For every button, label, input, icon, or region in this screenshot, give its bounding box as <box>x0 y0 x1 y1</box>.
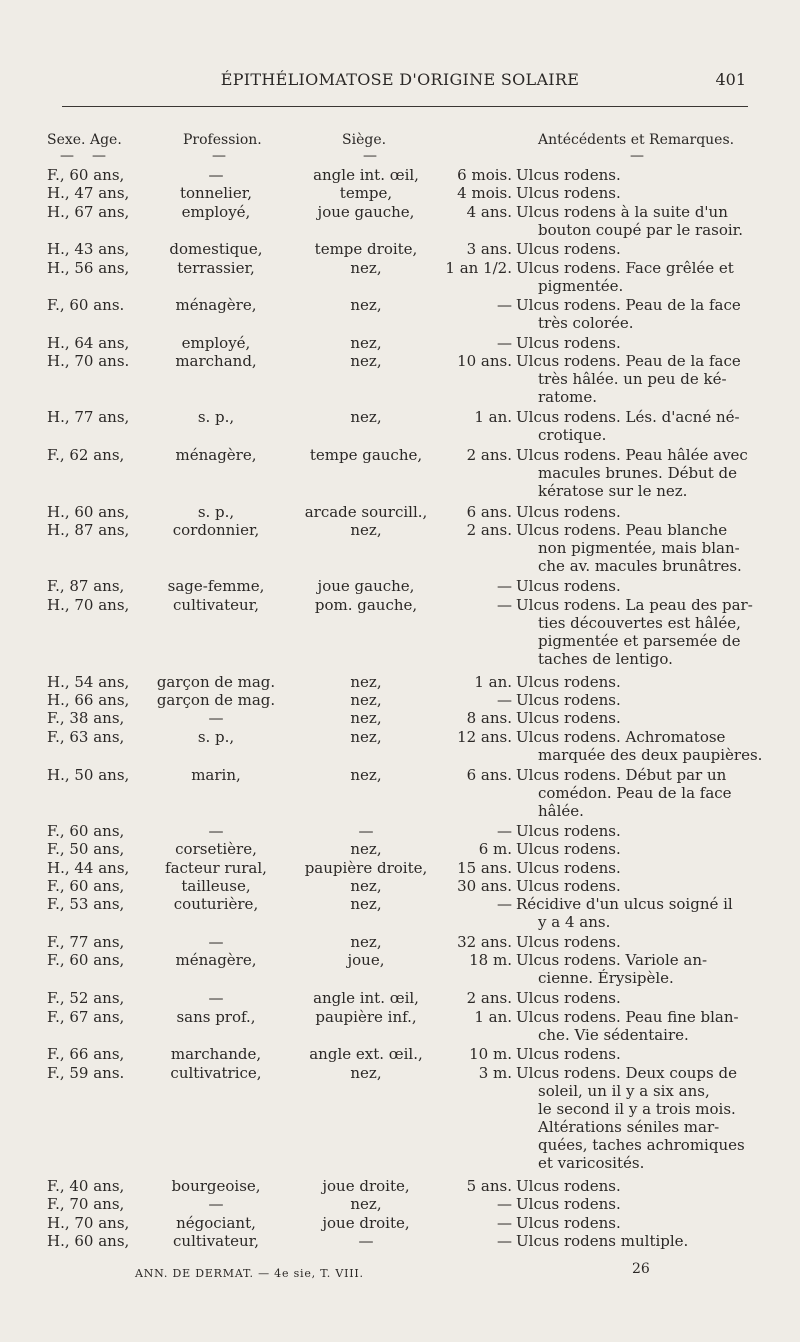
cell-remarks <box>516 1232 784 1250</box>
cell-profession: négociant, <box>176 1214 256 1232</box>
remark-line: Ulcus rodens. <box>516 240 621 258</box>
column-dash: — <box>630 148 644 164</box>
running-header <box>48 70 752 104</box>
cell-duration: — <box>497 296 512 314</box>
cell-profession: cordonnier, <box>172 521 260 539</box>
column-header-profession: Profession. <box>183 132 262 148</box>
cell-profession: sans prof., <box>176 1008 256 1026</box>
cell-sexe-age: F., 60 ans. <box>47 296 125 314</box>
remark-line: hâlée. <box>538 802 584 820</box>
cell-siege: tempe droite, <box>314 240 418 258</box>
cell-sexe-age: H., 64 ans, <box>47 334 130 352</box>
cell-remarks <box>516 184 784 202</box>
signature-mark: 26 <box>632 1261 650 1277</box>
cell-duration: 5 ans. <box>466 1177 512 1195</box>
remark-line: crotique. <box>538 426 607 444</box>
cell-profession: employé, <box>181 203 251 221</box>
remark-line: y a 4 ans. <box>538 913 611 931</box>
cell-sexe-age: H., 67 ans, <box>47 203 130 221</box>
cell-remarks <box>516 352 784 406</box>
cell-profession: terrassier, <box>177 259 255 277</box>
cell-remarks <box>516 933 784 951</box>
cell-siege: nez, <box>350 728 382 746</box>
cell-siege: nez, <box>350 709 382 727</box>
cell-remarks <box>516 822 784 840</box>
remark-line: très hâlée. un peu de ké- <box>538 370 727 388</box>
remark-line: kératose sur le nez. <box>538 482 688 500</box>
cell-remarks <box>516 709 784 727</box>
cell-profession: bourgeoise, <box>171 1177 261 1195</box>
remark-line: Ulcus rodens. <box>516 709 621 727</box>
remark-line: Ulcus rodens. <box>516 1195 621 1213</box>
cell-remarks <box>516 1177 784 1195</box>
cell-duration: — <box>497 1232 512 1250</box>
cell-remarks <box>516 859 784 877</box>
page-number: 401 <box>715 70 746 89</box>
cell-remarks <box>516 1064 784 1172</box>
cell-sexe-age: H., 87 ans, <box>47 521 130 539</box>
remark-line: comédon. Peau de la face <box>538 784 732 802</box>
cell-sexe-age: H., 70 ans. <box>47 352 130 370</box>
remark-line: très colorée. <box>538 314 634 332</box>
cell-siege: angle int. œil, <box>313 166 419 184</box>
cell-sexe-age: F., 62 ans, <box>47 446 125 464</box>
cell-sexe-age: H., 56 ans, <box>47 259 130 277</box>
cell-remarks <box>516 240 784 258</box>
cell-siege: nez, <box>350 352 382 370</box>
cell-profession: s. p., <box>197 408 235 426</box>
cell-siege: nez, <box>350 840 382 858</box>
cell-profession: sage-femme, <box>167 577 265 595</box>
remark-line: Ulcus rodens. Achromatose <box>516 728 726 746</box>
cell-sexe-age: H., 47 ans, <box>47 184 130 202</box>
cell-siege: nez, <box>350 895 382 913</box>
cell-duration: — <box>497 895 512 913</box>
cell-profession: facteur rural, <box>165 859 267 877</box>
cell-remarks <box>516 989 784 1007</box>
cell-profession: — <box>208 822 224 840</box>
remark-line: Ulcus rodens. <box>516 877 621 895</box>
cell-profession: — <box>208 989 224 1007</box>
cell-sexe-age: H., 60 ans, <box>47 1232 130 1250</box>
remark-line: Ulcus rodens. Début par un <box>516 766 727 784</box>
cell-siege: joue, <box>347 951 385 969</box>
cell-duration: 6 mois. <box>457 166 512 184</box>
cell-siege: paupière inf., <box>315 1008 417 1026</box>
cell-siege: nez, <box>350 296 382 314</box>
remark-line: Ulcus rodens. <box>516 503 621 521</box>
cell-remarks <box>516 1214 784 1232</box>
remark-line: pigmentée. <box>538 277 624 295</box>
remark-line: macules brunes. Début de <box>538 464 738 482</box>
cell-siege: tempe, <box>339 184 393 202</box>
cell-profession: cultivateur, <box>173 596 259 614</box>
column-dash: — <box>212 148 226 164</box>
remark-line: soleil, un il y a six ans, <box>538 1082 710 1100</box>
cell-profession: marchande, <box>170 1045 262 1063</box>
remark-line: Ulcus rodens. <box>516 166 621 184</box>
remark-line: Ulcus rodens. Peau de la face <box>516 352 741 370</box>
cell-siege: joue droite, <box>322 1214 410 1232</box>
cell-sexe-age: F., 60 ans, <box>47 822 125 840</box>
remark-line: che. Vie sédentaire. <box>538 1026 689 1044</box>
cell-remarks <box>516 1045 784 1063</box>
cell-duration: — <box>497 1214 512 1232</box>
cell-remarks <box>516 895 784 931</box>
cell-profession: garçon de mag. <box>156 691 276 709</box>
cell-siege: paupière droite, <box>304 859 428 877</box>
cell-duration: 6 ans. <box>466 766 512 784</box>
cell-duration: 1 an. <box>474 1008 512 1026</box>
remark-line: Ulcus rodens. Peau blanche <box>516 521 728 539</box>
cell-sexe-age: F., 63 ans, <box>47 728 125 746</box>
cell-duration: — <box>497 691 512 709</box>
cell-profession: — <box>208 709 224 727</box>
cell-siege: nez, <box>350 408 382 426</box>
remark-line: pigmentée et parsemée de <box>538 632 741 650</box>
remark-line: ratome. <box>538 388 598 406</box>
cell-remarks <box>516 446 784 500</box>
cell-remarks <box>516 877 784 895</box>
cell-profession: tailleuse, <box>181 877 251 895</box>
remark-line: Ulcus rodens. <box>516 933 621 951</box>
cell-sexe-age: F., 70 ans, <box>47 1195 125 1213</box>
page-title: ÉPITHÉLIOMATOSE D'ORIGINE SOLAIRE <box>220 70 580 89</box>
cell-remarks <box>516 673 784 691</box>
cell-profession: cultivatrice, <box>170 1064 262 1082</box>
remark-line: Ulcus rodens. Peau hâlée avec <box>516 446 748 464</box>
cell-profession: couturière, <box>173 895 259 913</box>
cell-profession: s. p., <box>197 728 235 746</box>
cell-sexe-age: H., 66 ans, <box>47 691 130 709</box>
cell-siege: nez, <box>350 1064 382 1082</box>
remark-line: quées, taches achromiques <box>538 1136 745 1154</box>
remark-line: ties découvertes est hâlée, <box>538 614 741 632</box>
cell-duration: — <box>497 1195 512 1213</box>
cell-sexe-age: F., 60 ans, <box>47 877 125 895</box>
cell-sexe-age: H., 60 ans, <box>47 503 130 521</box>
cell-siege: joue gauche, <box>317 577 415 595</box>
cell-duration: 3 m. <box>478 1064 512 1082</box>
cell-duration: 6 ans. <box>466 503 512 521</box>
remark-line: bouton coupé par le rasoir. <box>538 221 743 239</box>
cell-siege: nez, <box>350 933 382 951</box>
cell-siege: joue droite, <box>322 1177 410 1195</box>
remark-line: Ulcus rodens. <box>516 1214 621 1232</box>
cell-siege: nez, <box>350 259 382 277</box>
cell-sexe-age: F., 60 ans, <box>47 166 125 184</box>
cell-siege: nez, <box>350 334 382 352</box>
cell-sexe-age: F., 87 ans, <box>47 577 125 595</box>
cell-profession: cultivateur, <box>173 1232 259 1250</box>
remark-line: taches de lentigo. <box>538 650 673 668</box>
cell-siege: tempe gauche, <box>309 446 423 464</box>
remark-line: che av. macules brunâtres. <box>538 557 742 575</box>
cell-remarks <box>516 408 784 444</box>
cell-duration: 1 an 1/2. <box>445 259 512 277</box>
remark-line: Ulcus rodens. Deux coups de <box>516 1064 737 1082</box>
cell-duration: 30 ans. <box>457 877 512 895</box>
column-header-sexe-age: Sexe. Age. <box>47 132 122 148</box>
remark-line: Ulcus rodens. <box>516 989 621 1007</box>
cell-duration: 10 m. <box>469 1045 512 1063</box>
cell-siege: nez, <box>350 877 382 895</box>
remark-line: marquée des deux paupières. <box>538 746 763 764</box>
cell-remarks <box>516 503 784 521</box>
cell-sexe-age: H., 54 ans, <box>47 673 130 691</box>
cell-remarks <box>516 728 784 764</box>
column-header-siege: Siège. <box>342 132 387 148</box>
cell-duration: 18 m. <box>469 951 512 969</box>
cell-remarks <box>516 951 784 987</box>
cell-remarks <box>516 521 784 575</box>
cell-sexe-age: F., 38 ans, <box>47 709 125 727</box>
cell-siege: joue gauche, <box>317 203 415 221</box>
cell-profession: s. p., <box>197 503 235 521</box>
cell-duration: 15 ans. <box>457 859 512 877</box>
cell-profession: — <box>208 933 224 951</box>
cell-siege: nez, <box>350 1195 382 1213</box>
remark-line: non pigmentée, mais blan- <box>538 539 740 557</box>
cell-sexe-age: F., 67 ans, <box>47 1008 125 1026</box>
cell-siege: nez, <box>350 766 382 784</box>
cell-profession: employé, <box>181 334 251 352</box>
cell-sexe-age: F., 53 ans, <box>47 895 125 913</box>
cell-duration: 1 an. <box>474 673 512 691</box>
header-rule <box>62 106 748 107</box>
remark-line: Ulcus rodens à la suite d'un <box>516 203 728 221</box>
cell-sexe-age: F., 50 ans, <box>47 840 125 858</box>
cell-duration: 12 ans. <box>457 728 512 746</box>
cell-duration: 32 ans. <box>457 933 512 951</box>
remark-line: Ulcus rodens multiple. <box>516 1232 689 1250</box>
cell-sexe-age: H., 70 ans, <box>47 1214 130 1232</box>
column-header-remarques: Antécédents et Remarques. <box>538 132 735 148</box>
cell-sexe-age: H., 70 ans, <box>47 596 130 614</box>
cell-remarks <box>516 203 784 239</box>
cell-siege: arcade sourcill., <box>304 503 428 521</box>
cell-duration: 6 m. <box>478 840 512 858</box>
cell-sexe-age: H., 44 ans, <box>47 859 130 877</box>
cell-profession: ménagère, <box>175 951 257 969</box>
column-dash: — <box>60 148 74 164</box>
remark-line: Ulcus rodens. <box>516 822 621 840</box>
cell-siege: angle int. œil, <box>313 989 419 1007</box>
cell-remarks <box>516 1008 784 1044</box>
remark-line: Ulcus rodens. La peau des par- <box>516 596 753 614</box>
remark-line: Ulcus rodens. Peau fine blan- <box>516 1008 739 1026</box>
cell-remarks <box>516 577 784 595</box>
remark-line: Ulcus rodens. <box>516 859 621 877</box>
remark-line: et varicosités. <box>538 1154 645 1172</box>
remark-line: Ulcus rodens. <box>516 673 621 691</box>
cell-remarks <box>516 259 784 295</box>
remark-line: Ulcus rodens. Peau de la face <box>516 296 741 314</box>
cell-duration: — <box>497 822 512 840</box>
cell-sexe-age: F., 60 ans, <box>47 951 125 969</box>
cell-sexe-age: H., 43 ans, <box>47 240 130 258</box>
cell-siege: nez, <box>350 521 382 539</box>
remark-line: cienne. Érysipèle. <box>538 969 674 987</box>
cell-duration: 2 ans. <box>466 446 512 464</box>
cell-duration: 4 ans. <box>466 203 512 221</box>
remark-line: Récidive d'un ulcus soigné il <box>516 895 733 913</box>
remark-line: Ulcus rodens. Face grêlée et <box>516 259 734 277</box>
cell-siege: — <box>358 822 374 840</box>
cell-profession: garçon de mag. <box>156 673 276 691</box>
cell-remarks <box>516 1195 784 1213</box>
cell-profession: corsetière, <box>175 840 257 858</box>
cell-profession: domestique, <box>169 240 263 258</box>
cell-sexe-age: F., 66 ans, <box>47 1045 125 1063</box>
column-dash: — <box>363 148 377 164</box>
cell-duration: 2 ans. <box>466 521 512 539</box>
remark-line: Ulcus rodens. <box>516 184 621 202</box>
cell-profession: ménagère, <box>175 446 257 464</box>
cell-remarks <box>516 166 784 184</box>
cell-sexe-age: H., 77 ans, <box>47 408 130 426</box>
journal-footer: ANN. DE DERMAT. — 4e sie, T. VIII. <box>135 1267 364 1280</box>
cell-duration: 8 ans. <box>466 709 512 727</box>
cell-remarks <box>516 766 784 820</box>
cell-sexe-age: H., 50 ans, <box>47 766 130 784</box>
remark-line: Ulcus rodens. <box>516 334 621 352</box>
cell-profession: ménagère, <box>175 296 257 314</box>
remark-line: Ulcus rodens. <box>516 691 621 709</box>
cell-siege: nez, <box>350 691 382 709</box>
cell-profession: — <box>208 1195 224 1213</box>
cell-siege: nez, <box>350 673 382 691</box>
cell-duration: 10 ans. <box>457 352 512 370</box>
column-dash: — <box>92 148 106 164</box>
cell-remarks <box>516 691 784 709</box>
remark-line: Ulcus rodens. <box>516 1177 621 1195</box>
remark-line: Altérations séniles mar- <box>538 1118 720 1136</box>
cell-profession: tonnelier, <box>179 184 253 202</box>
cell-siege: pom. gauche, <box>314 596 418 614</box>
cell-siege: angle ext. œil., <box>309 1045 423 1063</box>
cell-profession: marin, <box>191 766 241 784</box>
remark-line: Ulcus rodens. <box>516 1045 621 1063</box>
cell-duration: 1 an. <box>474 408 512 426</box>
cell-sexe-age: F., 40 ans, <box>47 1177 125 1195</box>
cell-profession: — <box>208 166 224 184</box>
remark-line: Ulcus rodens. Variole an- <box>516 951 708 969</box>
remark-line: Ulcus rodens. <box>516 577 621 595</box>
cell-duration: 4 mois. <box>457 184 512 202</box>
cell-duration: — <box>497 596 512 614</box>
cell-siege: — <box>358 1232 374 1250</box>
cell-remarks <box>516 334 784 352</box>
cell-remarks <box>516 596 784 668</box>
cell-duration: 2 ans. <box>466 989 512 1007</box>
cell-duration: — <box>497 334 512 352</box>
remark-line: le second il y a trois mois. <box>538 1100 736 1118</box>
cell-remarks <box>516 840 784 858</box>
cell-sexe-age: F., 52 ans, <box>47 989 125 1007</box>
remark-line: Ulcus rodens. Lés. d'acné né- <box>516 408 740 426</box>
remark-line: Ulcus rodens. <box>516 840 621 858</box>
cell-profession: marchand, <box>175 352 257 370</box>
cell-duration: — <box>497 577 512 595</box>
cell-remarks <box>516 296 784 332</box>
cell-sexe-age: F., 59 ans. <box>47 1064 125 1082</box>
cell-sexe-age: F., 77 ans, <box>47 933 125 951</box>
cell-duration: 3 ans. <box>466 240 512 258</box>
